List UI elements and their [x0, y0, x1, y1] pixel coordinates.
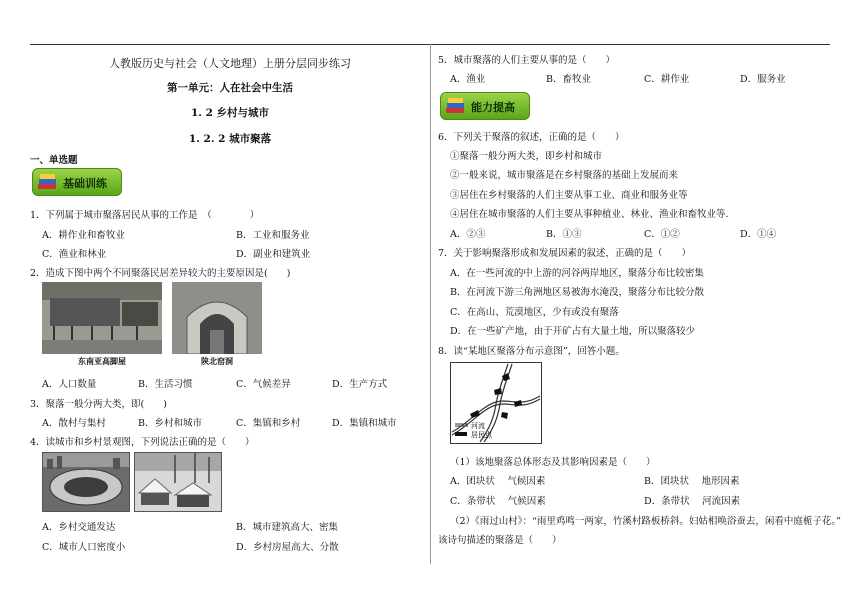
q7-opt-c[interactable]: C．在高山、荒漠地区，少有或没有聚落 [450, 307, 619, 318]
q7-opt-b[interactable]: B．在河流下游三角洲地区易被海水淹没，聚落分布比较分散 [450, 287, 704, 298]
q3-opt-a[interactable]: A．散村与集村 [42, 418, 106, 429]
settlement-map [450, 362, 542, 444]
q2-opt-c[interactable]: C．气候差异 [236, 379, 291, 390]
q7-opt-d[interactable]: D．在一些矿产地，由于开矿占有大量土地，所以聚落较少 [450, 326, 696, 337]
q8-2-stem-cont: 该诗句描述的聚落是（ ） [438, 535, 562, 546]
q8-1-stem: （1）该地聚落总体形态及其影响因素是（ ） [450, 457, 656, 468]
q6-item-2: ②一般来说，城市聚落是在乡村聚落的基础上发展而来 [450, 170, 679, 181]
q5-opt-a[interactable]: A．渔业 [450, 74, 486, 85]
q2-opt-a[interactable]: A．人口数量 [42, 379, 97, 390]
q6-stem: 6．下列关于聚落的叙述，正确的是（ ） [438, 132, 625, 143]
q6-opt-d[interactable]: D．①④ [740, 229, 777, 240]
q5-opt-b[interactable]: B．畜牧业 [546, 74, 591, 85]
q1-stem: 1．下列属于城市聚落居民从事的工作是 （ ） [30, 210, 260, 221]
q1-opt-d[interactable]: D．副业和建筑业 [236, 249, 311, 260]
q6-opt-b[interactable]: B．①③ [546, 229, 582, 240]
q6-item-3: ③居住在乡村聚落的人们主要从事工业、商业和服务业等 [450, 190, 688, 201]
photo-cave-dwelling [172, 282, 262, 367]
books-icon [37, 172, 59, 192]
q8-stem: 8．读“某地区聚落分布示意图”，回答小题。 [438, 346, 625, 357]
q8-1-opt-d[interactable]: D．条带状 河流因素 [644, 496, 741, 507]
photo-stilt-house [42, 282, 162, 367]
q3-stem: 3．聚落一般分两大类，即( ) [30, 399, 167, 410]
q4-opt-b[interactable]: B．城市建筑高大、密集 [236, 522, 338, 533]
photo-caption-1: 东南亚高脚屋 [78, 356, 126, 366]
badge-ability [440, 92, 530, 120]
q4-opt-d[interactable]: D．乡村房屋高大、分散 [236, 542, 339, 553]
q8-1-opt-b[interactable]: B．团块状 地形因素 [644, 476, 740, 487]
photo-city-stadium [42, 452, 130, 512]
q4-stem: 4．读城市和乡村景观图，下列说法正确的是（ ） [30, 437, 255, 448]
photo-caption-2: 陕北窑洞 [201, 356, 233, 366]
q3-opt-d[interactable]: D．集镇和城市 [332, 418, 397, 429]
badge-basic [32, 168, 122, 196]
part-heading: 一、单选题 [30, 155, 78, 166]
q6-opt-c[interactable]: C．①② [644, 229, 680, 240]
q5-opt-c[interactable]: C．耕作业 [644, 74, 690, 85]
photo-village-snow [134, 452, 222, 512]
column-divider [430, 44, 431, 564]
q2-opt-b[interactable]: B．生活习惯 [138, 379, 193, 390]
q2-stem: 2．造成下图中两个不同聚落民居差异较大的主要原因是( ) [30, 268, 291, 279]
q5-stem: 5．城市聚落的人们主要从事的是（ ） [438, 55, 616, 66]
section-title: 1. 2. 2 城市聚落 [188, 133, 272, 145]
q1-opt-a[interactable]: A．耕作业和畜牧业 [42, 230, 125, 241]
q1-opt-b[interactable]: B．工业和服务业 [236, 230, 310, 241]
badge-basic-label: 基础训练 [63, 177, 107, 190]
lesson-title: 1. 2 乡村与城市 [190, 107, 270, 119]
q6-item-1: ①聚落一般分两大类，即乡村和城市 [450, 151, 603, 162]
q4-opt-a[interactable]: A．乡村交通发达 [42, 522, 116, 533]
books-icon [445, 96, 467, 116]
q8-1-opt-c[interactable]: C．条带状 气候因素 [450, 496, 546, 507]
q3-opt-c[interactable]: C．集镇和乡村 [236, 418, 301, 429]
q1-opt-c[interactable]: C．渔业和林业 [42, 249, 107, 260]
legend-river: 河流 [471, 422, 485, 430]
q4-opt-c[interactable]: C．城市人口密度小 [42, 542, 126, 553]
q6-opt-a[interactable]: A．②③ [450, 229, 486, 240]
doc-title: 人教版历史与社会（人文地理）上册分层同步练习 [109, 57, 351, 70]
q3-opt-b[interactable]: B．乡村和城市 [138, 418, 202, 429]
legend-settlement: 居民点 [471, 431, 492, 439]
badge-ability-label: 能力提高 [471, 101, 515, 114]
q8-1-opt-a[interactable]: A．团块状 气候因素 [450, 476, 546, 487]
q6-item-4: ④居住在城市聚落的人们主要从事种植业、林业、渔业和畜牧业等. [450, 209, 729, 220]
q7-opt-a[interactable]: A．在一些河流的中上游的河谷两岸地区，聚落分布比较密集 [450, 268, 704, 279]
q5-opt-d[interactable]: D．服务业 [740, 74, 786, 85]
q2-opt-d[interactable]: D．生产方式 [332, 379, 388, 390]
unit-title: 第一单元：人在社会中生活 [167, 82, 293, 94]
q7-stem: 7．关于影响聚落形成和发展因素的叙述，正确的是（ ） [438, 248, 692, 259]
q8-2-stem: （2）《雨过山村》：“雨里鸡鸣一两家，竹溪村路板桥斜。妇姑相唤浴蚕去，闲看中庭栀子花。” [450, 516, 842, 527]
